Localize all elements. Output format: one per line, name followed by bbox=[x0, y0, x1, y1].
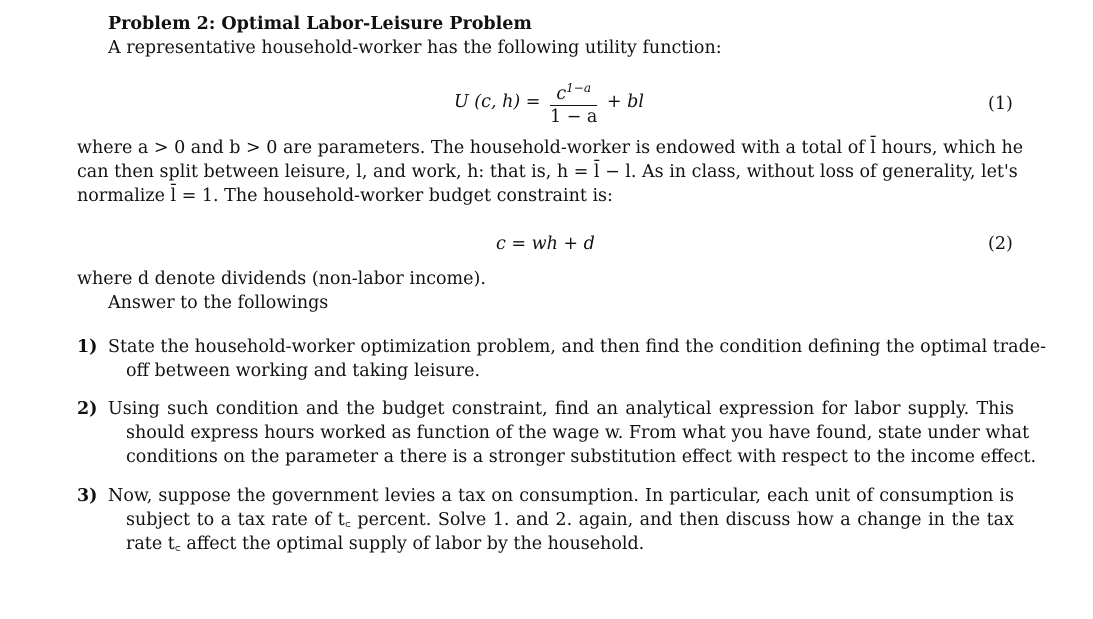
question-1-line-2: off between working and taking leisure. bbox=[126, 361, 481, 381]
equation-2: c = wh + d bbox=[496, 234, 595, 254]
answer-intro: Answer to the followings bbox=[108, 293, 329, 313]
eq1-num-exponent: 1−a bbox=[566, 81, 591, 95]
question-2-line-2: should express hours worked as function of the wage w. From what you have found, state under what bbox=[126, 423, 1030, 443]
para2-text: where d denote dividends (non-labor income). bbox=[77, 269, 486, 289]
question-3-line-3: rate t꜀ affect the optimal supply of labor by the household. bbox=[126, 534, 645, 554]
question-2-label: 2) bbox=[77, 399, 98, 419]
eq2-number: (2) bbox=[988, 234, 1013, 254]
eq1-lhs: U (c, h) = bbox=[454, 91, 541, 112]
equation-1 bbox=[454, 78, 644, 127]
eq1-rhs: + bl bbox=[606, 91, 644, 112]
eq1-numerator bbox=[550, 78, 597, 106]
eq1-fraction bbox=[550, 78, 597, 127]
eq1-num-base: c bbox=[556, 83, 567, 104]
problem-title: Problem 2: Optimal Labor-Leisure Problem bbox=[108, 14, 532, 34]
para1-line-3: normalize l̄ = 1. The household-worker budget constraint is: bbox=[77, 186, 613, 206]
question-3-line-1: Now, suppose the government levies a tax on consumption. In particular, each unit of consumption is bbox=[108, 486, 1014, 506]
intro-text: A representative household-worker has the following utility function: bbox=[108, 38, 722, 58]
question-1-line-1: State the household-worker optimization problem, and then find the condition defining the optimal trade- bbox=[108, 337, 1047, 357]
eq1-number: (1) bbox=[988, 94, 1013, 114]
eq1-denominator: 1 − a bbox=[549, 106, 598, 127]
question-1-label: 1) bbox=[77, 337, 98, 357]
para1-line-1: where a > 0 and b > 0 are parameters. The household-worker is endowed with a total of l̄ hours, which he bbox=[77, 138, 1024, 158]
question-2-line-1: Using such condition and the budget constraint, find an analytical expression for labor supply. This bbox=[108, 399, 1014, 419]
question-2-line-3: conditions on the parameter a there is a stronger substitution effect with respect to the income effect. bbox=[126, 447, 1037, 467]
question-3-line-2: subject to a tax rate of t꜀ percent. Solve 1. and 2. again, and then discuss how a change in the tax bbox=[126, 510, 1014, 530]
question-3-label: 3) bbox=[77, 486, 98, 506]
para1-line-2: can then split between leisure, l, and work, h: that is, h = l̄ − l. As in class, without loss of generality, let's bbox=[77, 162, 1018, 182]
